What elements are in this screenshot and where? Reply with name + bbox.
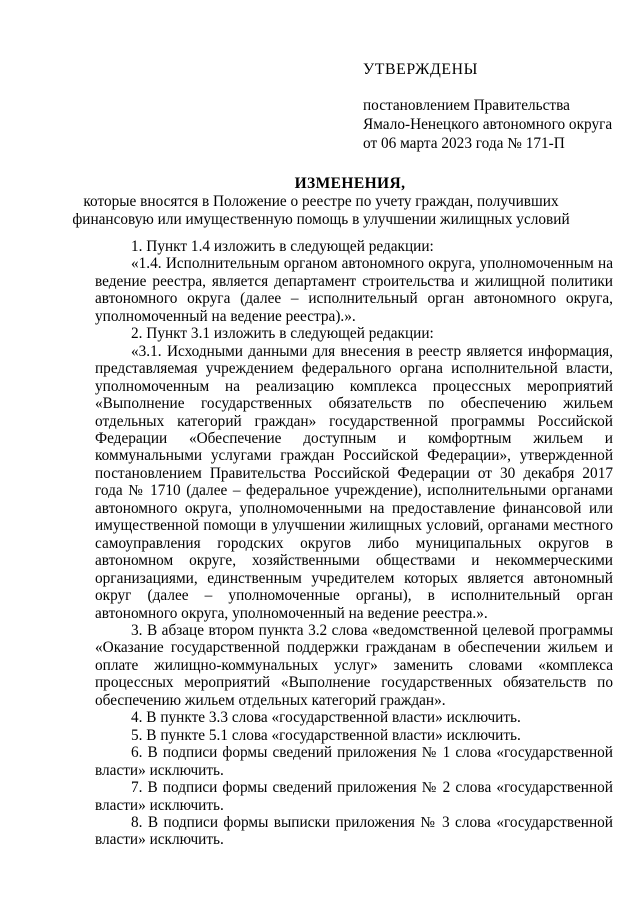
approval-title: УТВЕРЖДЕНЫ <box>363 61 479 78</box>
approval-line-authority: постановлением Правительства <box>363 97 570 114</box>
paragraph-item-2: 2. Пункт 3.1 изложить в следующей редакции: <box>131 325 434 343</box>
paragraph-item-3: 3. В абзаце втором пункта 3.2 слова «ведомственной целевой программы «Оказание государственной поддержки гражданам в обеспечении жильем и оплате жилищно-коммунальных услуг» заменить словами «комплекса процессных мероприятий «Выполнение государственных обязательств по обеспечению жильем отдельных категорий граждан». <box>95 621 613 709</box>
subtitle-line: которые вносятся в Положение о реестре по учету граждан, получивших <box>83 193 559 210</box>
document-heading <box>0 174 640 229</box>
document-title: ИЗМЕНЕНИЯ, <box>294 175 406 192</box>
approval-line-region: Ямало-Ненецкого автономного округа <box>363 116 613 133</box>
document-body <box>95 238 613 849</box>
document-subtitle <box>0 193 640 229</box>
paragraph-item-6: 6. В подписи формы сведений приложения № 1 слова «государственной власти» исключить. <box>95 744 613 779</box>
paragraph-item-4: 4. В пункте 3.3 слова «государственной власти» исключить. <box>131 709 521 727</box>
approval-details <box>363 96 612 153</box>
paragraph-item-8: 8. В подписи формы выписки приложения № 3 слова «государственной власти» исключить. <box>95 813 613 849</box>
paragraph-item-5: 5. В пункте 5.1 слова «государственной власти» исключить. <box>131 726 521 744</box>
paragraph-item-7: 7. В подписи формы сведений приложения № 2 слова «государственной власти» исключить. <box>95 779 613 814</box>
paragraph-quote-3-1: «3.1. Исходными данными для внесения в реестр является информация, представляемая учреждением федерального органа исполнительной власти, уполномоченным на реализацию комплекса процессных мероприятий «Выполнение государственных обязательств по обеспечению жильем отдельных категорий граждан» государственной программы Российской Федерации «Обеспечение доступным и комфортным жильем и коммунальными услугами граждан Российской Федерации», утвержденной постановлением Правительства Российской Федерации от 30 декабря 2017 года № 1710 (далее – федеральное учреждение), исполнительными органами автономного округа, уполномоченными на предоставление финансовой или имущественной помощи в улучшении жилищных условий, органами местного самоуправления городских округов либо муниципальных округов в автономном округе, хозяйственными обществами и некоммерческими организациями, единственным учредителем которых является автономный округ (далее – уполномоченные органы), в исполнительный орган автономного округа, уполномоченный на ведение реестра.». <box>95 342 613 622</box>
paragraph-item-1: 1. Пункт 1.4 изложить в следующей редакции: <box>131 238 434 255</box>
subtitle-line: финансовую или имущественную помощь в улучшении жилищных условий <box>72 211 570 228</box>
paragraph-quote-1-4: «1.4. Исполнительным органом автономного округа, уполномоченным на ведение реестра, является департамент строительства и жилищной политики автономного округа (далее – исполнительный орган автономного округа, уполномоченный на ведение реестра).». <box>95 255 613 325</box>
approval-line-date-number: от 06 марта 2023 года № 171-П <box>363 135 565 152</box>
